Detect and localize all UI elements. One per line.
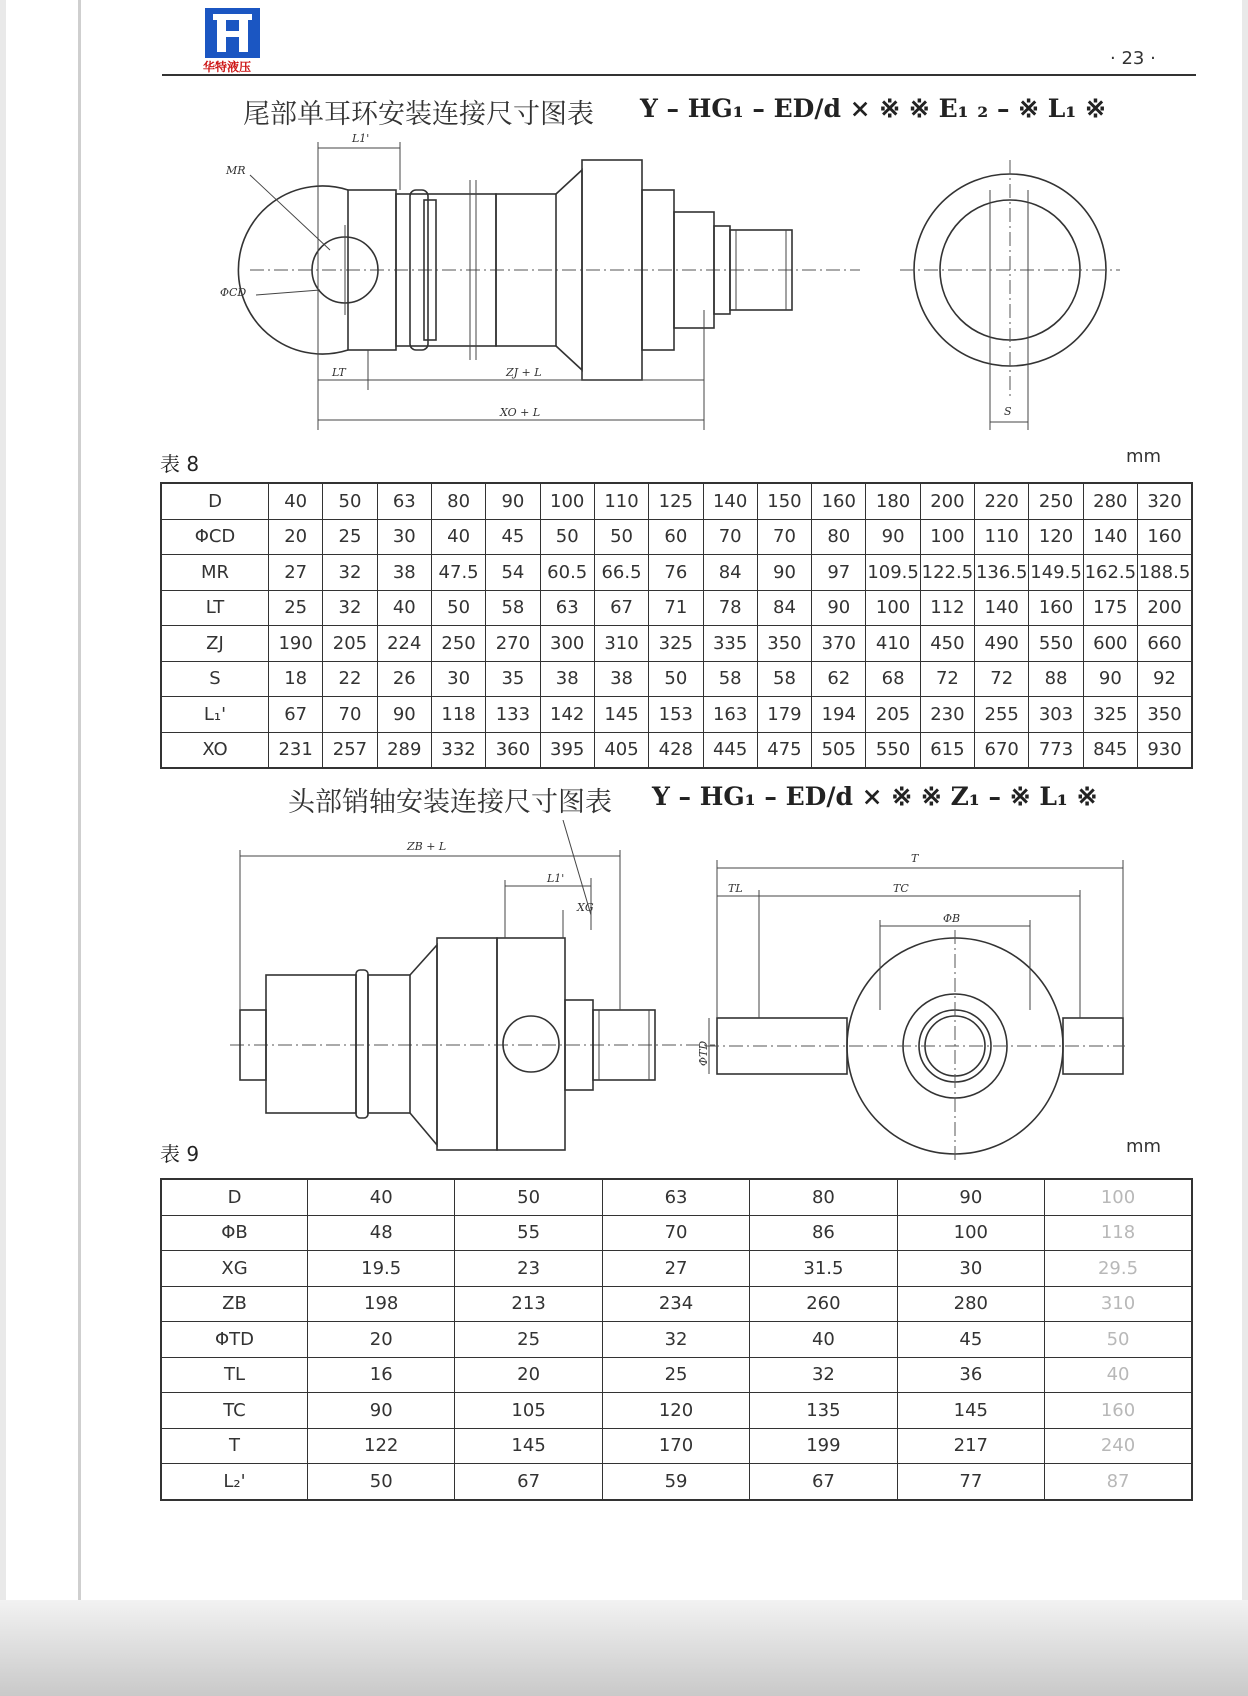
section8-model-code: Y – HG₁ – ED/d × ※ ※ E₁ ₂ – ※ L₁ ※ <box>640 94 1106 123</box>
dim-zj-label: ZJ + L <box>506 366 542 379</box>
table9-head-pin-dimensions <box>160 1178 1193 1501</box>
table8-label: 表 8 <box>160 452 200 476</box>
table-cell: 670 <box>975 732 1029 768</box>
row-header: L₂' <box>161 1464 308 1500</box>
table8-row <box>161 555 1192 591</box>
row-header: ΦTD <box>161 1322 308 1358</box>
table-cell: 90 <box>377 697 431 733</box>
table-cell: 63 <box>377 483 431 519</box>
table-cell: 58 <box>757 661 811 697</box>
table-cell: 32 <box>750 1357 897 1393</box>
table-cell: 163 <box>703 697 757 733</box>
table-cell: 200 <box>1138 590 1193 626</box>
table8-row <box>161 519 1192 555</box>
table-cell: 25 <box>602 1357 749 1393</box>
table-cell: 190 <box>269 626 323 662</box>
table-cell: 72 <box>975 661 1029 697</box>
row-header: XO <box>161 732 269 768</box>
table-cell: 32 <box>602 1322 749 1358</box>
table8-row <box>161 626 1192 662</box>
table-cell: 179 <box>757 697 811 733</box>
table-cell: 234 <box>602 1286 749 1322</box>
dim-t-label: T <box>911 852 919 865</box>
table-cell: 40 <box>1045 1357 1192 1393</box>
table-cell: 120 <box>1029 519 1083 555</box>
table-cell: 231 <box>269 732 323 768</box>
table8-row <box>161 697 1192 733</box>
table-cell: 35 <box>486 661 540 697</box>
table-cell: 68 <box>866 661 920 697</box>
table-cell: 445 <box>703 732 757 768</box>
table-cell: 47.5 <box>431 555 485 591</box>
table-cell: 78 <box>703 590 757 626</box>
table-cell: 217 <box>897 1428 1044 1464</box>
table8-row <box>161 732 1192 768</box>
table-cell: 660 <box>1138 626 1193 662</box>
table-cell: 100 <box>1045 1179 1192 1215</box>
table-cell: 19.5 <box>308 1251 455 1287</box>
table-cell: 58 <box>486 590 540 626</box>
table-cell: 58 <box>703 661 757 697</box>
row-header: XG <box>161 1251 308 1287</box>
table-cell: 38 <box>594 661 648 697</box>
table-cell: 90 <box>486 483 540 519</box>
table-cell: 199 <box>750 1428 897 1464</box>
table-cell: 40 <box>308 1179 455 1215</box>
table-cell: 160 <box>1138 519 1193 555</box>
table-cell: 50 <box>308 1464 455 1500</box>
row-header: ΦB <box>161 1215 308 1251</box>
table-cell: 230 <box>920 697 974 733</box>
table-cell: 59 <box>602 1464 749 1500</box>
table-cell: 30 <box>377 519 431 555</box>
table9-unit: mm <box>1126 1136 1162 1157</box>
table-cell: 110 <box>594 483 648 519</box>
row-header: ZB <box>161 1286 308 1322</box>
table-cell: 205 <box>866 697 920 733</box>
table-cell: 615 <box>920 732 974 768</box>
table-cell: 20 <box>269 519 323 555</box>
table-cell: 36 <box>897 1357 1044 1393</box>
table-cell: 67 <box>750 1464 897 1500</box>
table-cell: 213 <box>455 1286 602 1322</box>
table-cell: 30 <box>897 1251 1044 1287</box>
table-cell: 118 <box>1045 1215 1192 1251</box>
table-cell: 22 <box>323 661 377 697</box>
table-cell: 50 <box>1045 1322 1192 1358</box>
table-cell: 332 <box>431 732 485 768</box>
table-cell: 310 <box>594 626 648 662</box>
table-cell: 930 <box>1138 732 1193 768</box>
table-cell: 170 <box>602 1428 749 1464</box>
table9-row <box>161 1464 1192 1500</box>
table-cell: 67 <box>594 590 648 626</box>
table-cell: 90 <box>866 519 920 555</box>
table8-rear-ear-dimensions <box>160 482 1193 769</box>
table9-row <box>161 1286 1192 1322</box>
table-cell: 97 <box>812 555 866 591</box>
dim-tl-label: TL <box>728 882 743 895</box>
table-cell: 55 <box>455 1215 602 1251</box>
table-cell: 31.5 <box>750 1251 897 1287</box>
table-cell: 180 <box>866 483 920 519</box>
table-cell: 38 <box>540 661 594 697</box>
table9-row <box>161 1251 1192 1287</box>
table-cell: 310 <box>1045 1286 1192 1322</box>
section8-title: 尾部单耳环安装连接尺寸图表 <box>243 99 594 130</box>
dim-xg-label: XG <box>577 901 594 914</box>
table-cell: 67 <box>269 697 323 733</box>
dim-l1-label-9: L1' <box>547 872 565 885</box>
table-cell: 490 <box>975 626 1029 662</box>
dim-mr-label: MR <box>226 164 246 177</box>
table-cell: 150 <box>757 483 811 519</box>
table9-row <box>161 1215 1192 1251</box>
table-cell: 175 <box>1083 590 1137 626</box>
table-cell: 20 <box>455 1357 602 1393</box>
table-cell: 220 <box>975 483 1029 519</box>
table8-row <box>161 483 1192 519</box>
table8-unit: mm <box>1126 446 1162 467</box>
table-cell: 320 <box>1138 483 1193 519</box>
scan-shadow <box>0 1600 1248 1696</box>
table-cell: 86 <box>750 1215 897 1251</box>
table-cell: 335 <box>703 626 757 662</box>
table-cell: 120 <box>602 1393 749 1429</box>
table-cell: 32 <box>323 555 377 591</box>
table-cell: 550 <box>1029 626 1083 662</box>
table-cell: 773 <box>1029 732 1083 768</box>
table-cell: 149.5 <box>1029 555 1083 591</box>
table-cell: 505 <box>812 732 866 768</box>
table-cell: 62 <box>812 661 866 697</box>
table-cell: 160 <box>812 483 866 519</box>
table-cell: 145 <box>897 1393 1044 1429</box>
table-cell: 370 <box>812 626 866 662</box>
table8-row <box>161 590 1192 626</box>
table-cell: 112 <box>920 590 974 626</box>
table9-row <box>161 1428 1192 1464</box>
table-cell: 405 <box>594 732 648 768</box>
table-cell: 122 <box>308 1428 455 1464</box>
company-logo <box>205 8 260 58</box>
table-cell: 25 <box>323 519 377 555</box>
table-cell: 135 <box>750 1393 897 1429</box>
table-cell: 110 <box>975 519 1029 555</box>
table-cell: 395 <box>540 732 594 768</box>
table-cell: 18 <box>269 661 323 697</box>
table-cell: 71 <box>649 590 703 626</box>
table9-row <box>161 1322 1192 1358</box>
table-cell: 66.5 <box>594 555 648 591</box>
table-cell: 25 <box>269 590 323 626</box>
table-cell: 136.5 <box>975 555 1029 591</box>
table-cell: 100 <box>540 483 594 519</box>
row-header: S <box>161 661 269 697</box>
table-cell: 162.5 <box>1083 555 1137 591</box>
table-cell: 40 <box>269 483 323 519</box>
table-cell: 40 <box>377 590 431 626</box>
row-header: ΦCD <box>161 519 269 555</box>
table-cell: 255 <box>975 697 1029 733</box>
table-cell: 27 <box>269 555 323 591</box>
dim-lt-label: LT <box>332 366 346 379</box>
table-cell: 77 <box>897 1464 1044 1500</box>
table-cell: 200 <box>920 483 974 519</box>
table-cell: 63 <box>602 1179 749 1215</box>
table-cell: 118 <box>431 697 485 733</box>
row-header: T <box>161 1428 308 1464</box>
table-cell: 92 <box>1138 661 1193 697</box>
table-cell: 160 <box>1029 590 1083 626</box>
table-cell: 140 <box>1083 519 1137 555</box>
table-cell: 38 <box>377 555 431 591</box>
row-header: TC <box>161 1393 308 1429</box>
table-cell: 60 <box>649 519 703 555</box>
table-cell: 100 <box>920 519 974 555</box>
table-cell: 40 <box>750 1322 897 1358</box>
table-cell: 240 <box>1045 1428 1192 1464</box>
logo-text: 华特液压 <box>203 60 252 74</box>
table-cell: 90 <box>1083 661 1137 697</box>
table-cell: 188.5 <box>1138 555 1193 591</box>
table-cell: 289 <box>377 732 431 768</box>
section9-model-code: Y – HG₁ – ED/d × ※ ※ Z₁ – ※ L₁ ※ <box>652 782 1098 811</box>
table-cell: 50 <box>431 590 485 626</box>
table-cell: 88 <box>1029 661 1083 697</box>
table-cell: 76 <box>649 555 703 591</box>
table-cell: 133 <box>486 697 540 733</box>
table-cell: 145 <box>455 1428 602 1464</box>
row-header: D <box>161 483 269 519</box>
table-cell: 205 <box>323 626 377 662</box>
table-cell: 100 <box>866 590 920 626</box>
table-cell: 50 <box>455 1179 602 1215</box>
table9-row <box>161 1393 1192 1429</box>
table-cell: 20 <box>308 1322 455 1358</box>
table-cell: 845 <box>1083 732 1137 768</box>
table-cell: 50 <box>540 519 594 555</box>
table-cell: 27 <box>602 1251 749 1287</box>
table-cell: 48 <box>308 1215 455 1251</box>
table-cell: 25 <box>455 1322 602 1358</box>
table-cell: 60.5 <box>540 555 594 591</box>
table-cell: 90 <box>308 1393 455 1429</box>
row-header: MR <box>161 555 269 591</box>
table-cell: 325 <box>1083 697 1137 733</box>
table-cell: 100 <box>897 1215 1044 1251</box>
table-cell: 70 <box>757 519 811 555</box>
table-cell: 90 <box>757 555 811 591</box>
table-cell: 198 <box>308 1286 455 1322</box>
rear-single-ear-drawing <box>220 130 1120 470</box>
table-cell: 300 <box>540 626 594 662</box>
table-cell: 87 <box>1045 1464 1192 1500</box>
table-cell: 194 <box>812 697 866 733</box>
section9-title: 头部销轴安装连接尺寸图表 <box>288 787 612 818</box>
row-header: LT <box>161 590 269 626</box>
table-cell: 16 <box>308 1357 455 1393</box>
table-cell: 160 <box>1045 1393 1192 1429</box>
row-header: D <box>161 1179 308 1215</box>
row-header: ZJ <box>161 626 269 662</box>
table-cell: 80 <box>812 519 866 555</box>
table-cell: 303 <box>1029 697 1083 733</box>
table-cell: 23 <box>455 1251 602 1287</box>
dim-td-label: ΦTD <box>697 1040 710 1066</box>
table-cell: 63 <box>540 590 594 626</box>
table-cell: 270 <box>486 626 540 662</box>
logo-h-icon <box>213 14 252 52</box>
dim-cd-label: ΦCD <box>220 286 247 299</box>
table-cell: 250 <box>431 626 485 662</box>
table-cell: 350 <box>757 626 811 662</box>
head-pin-mount-drawing <box>225 820 1125 1160</box>
table-cell: 26 <box>377 661 431 697</box>
dim-s-label: S <box>1004 405 1012 418</box>
table-cell: 145 <box>594 697 648 733</box>
table-cell: 280 <box>1083 483 1137 519</box>
table-cell: 45 <box>897 1322 1044 1358</box>
table-cell: 280 <box>897 1286 1044 1322</box>
table-cell: 50 <box>323 483 377 519</box>
table-cell: 475 <box>757 732 811 768</box>
dim-xo-label: XO + L <box>500 406 541 419</box>
table-cell: 350 <box>1138 697 1193 733</box>
table9-row <box>161 1179 1192 1215</box>
table-cell: 109.5 <box>866 555 920 591</box>
table-cell: 600 <box>1083 626 1137 662</box>
dim-zb-label: ZB + L <box>407 840 447 853</box>
table-cell: 450 <box>920 626 974 662</box>
table-cell: 260 <box>750 1286 897 1322</box>
table-cell: 30 <box>431 661 485 697</box>
table-cell: 250 <box>1029 483 1083 519</box>
dim-tc-label: TC <box>893 882 909 895</box>
table-cell: 67 <box>455 1464 602 1500</box>
table-cell: 54 <box>486 555 540 591</box>
header-rule <box>162 74 1196 76</box>
table-cell: 80 <box>431 483 485 519</box>
table-cell: 125 <box>649 483 703 519</box>
table-cell: 40 <box>431 519 485 555</box>
table-cell: 70 <box>602 1215 749 1251</box>
table-cell: 105 <box>455 1393 602 1429</box>
pin-bore <box>503 1016 559 1072</box>
row-header: TL <box>161 1357 308 1393</box>
table-cell: 153 <box>649 697 703 733</box>
table8-row <box>161 661 1192 697</box>
table-cell: 428 <box>649 732 703 768</box>
table-cell: 80 <box>750 1179 897 1215</box>
table-cell: 84 <box>703 555 757 591</box>
table-cell: 84 <box>757 590 811 626</box>
table-cell: 122.5 <box>920 555 974 591</box>
table-cell: 70 <box>703 519 757 555</box>
page-number: · 23 · <box>1110 48 1156 69</box>
table9-row <box>161 1357 1192 1393</box>
table-cell: 72 <box>920 661 974 697</box>
table-cell: 257 <box>323 732 377 768</box>
table-cell: 70 <box>323 697 377 733</box>
table-cell: 140 <box>975 590 1029 626</box>
table-cell: 550 <box>866 732 920 768</box>
table9-label: 表 9 <box>160 1142 200 1166</box>
dim-b-label: ΦB <box>943 912 961 925</box>
table-cell: 360 <box>486 732 540 768</box>
row-header: L₁' <box>161 697 269 733</box>
dim-l1-label: L1' <box>352 132 370 145</box>
table-cell: 45 <box>486 519 540 555</box>
table-cell: 32 <box>323 590 377 626</box>
table-cell: 90 <box>897 1179 1044 1215</box>
table-cell: 50 <box>649 661 703 697</box>
table-cell: 325 <box>649 626 703 662</box>
table-cell: 90 <box>812 590 866 626</box>
table-cell: 50 <box>594 519 648 555</box>
table-cell: 142 <box>540 697 594 733</box>
table-cell: 29.5 <box>1045 1251 1192 1287</box>
table-cell: 224 <box>377 626 431 662</box>
table-cell: 140 <box>703 483 757 519</box>
binding-gutter <box>78 0 81 1696</box>
table-cell: 410 <box>866 626 920 662</box>
